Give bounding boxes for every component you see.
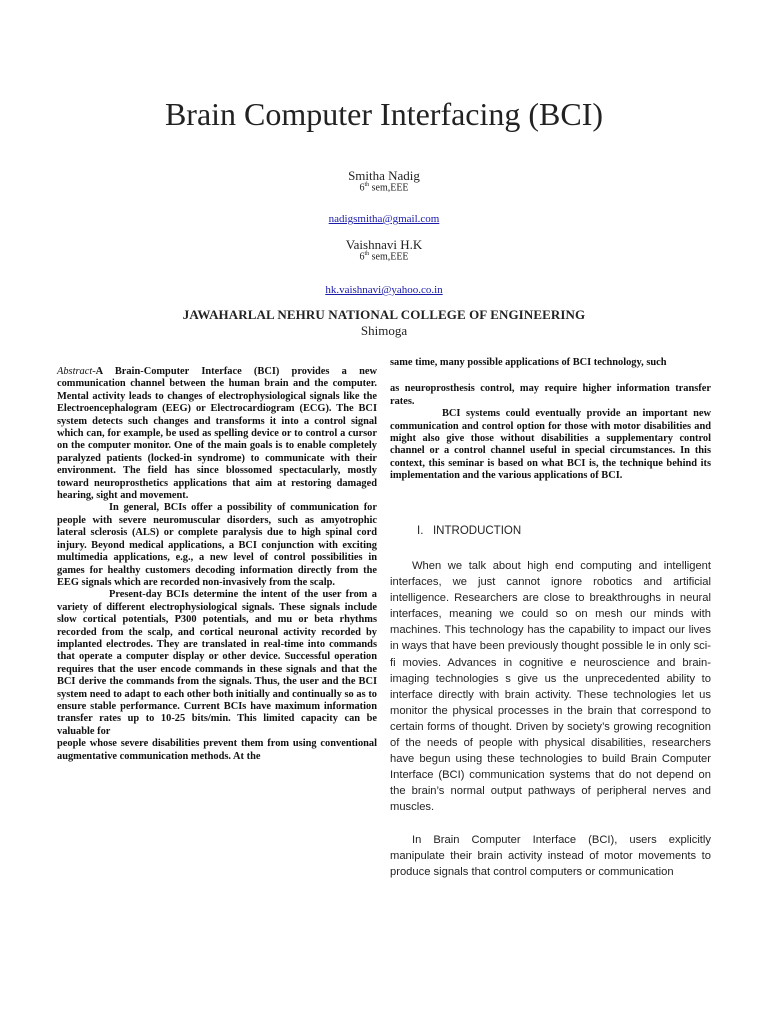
author-1-semester: 6th sem,EEE	[359, 182, 409, 194]
paragraph-same-time: same time, many possible applications of BCI technology, such	[390, 357, 667, 368]
paragraph-intro-2: In Brain Computer Interface (BCI), users explicitly manipulate their brain activity instead of motor movements to produce signals that control computers or communication	[390, 833, 711, 878]
paragraph-general-bci: In general, BCIs offer a possibility of communication for people with severe neuromuscular disorders, such as amyotrophic lateral sclerosis (ALS) or complete paralysis due to high spinal cord injury. Beyond medical applications, a BCI conjunction with exciting multimedia applications, e.g., a new level of control possibilities in games for healthy customers decoding information directly from the EEG signals which are recorded non-invasively from the scalp.	[57, 502, 377, 588]
paragraph-bci-systems: BCI systems could eventually provide an important new communication and control option for those with motor disabilities and might also give those without disabilities a supplementary control channel or a control channel useful in special circumstances. In this context, this seminar is based on what BCI is, the technique behind its implementation and the various applications of BCI.	[390, 408, 711, 482]
author-1-name: Smitha Nadig	[348, 168, 420, 183]
right-column-intro	[390, 558, 711, 880]
paragraph-present-day: Present-day BCIs determine the intent of the user from a variety of different electrophysiological signals. These signals include slow cortical potentials, P300 potentials, and mu or beta rhythms recorded from the scalp, and cortical neuronal activity recorded by implanted electrodes. They are translated in real-time into commands that operate a computer display or other device. Successful operation requires that the user encode commands in these signals and that the BCI derive the commands from the signals. Thus, the user and the BCI system need to adapt to each other both initially and continually so as to ensure stable performance. Current BCIs have maximum information transfer rates up to 10-25 bits/min. This limited capacity can be valuable for	[57, 589, 377, 737]
paper-title: Brain Computer Interfacing (BCI)	[164, 96, 604, 132]
college-city: Shimoga	[360, 323, 408, 338]
author-2-email-link[interactable]: hk.vaishnavi@yahoo.co.in	[325, 284, 443, 296]
abstract-paragraph	[57, 366, 377, 502]
author-2-email-row	[0, 280, 768, 298]
college-name: JAWAHARLAL NEHRU NATIONAL COLLEGE OF ENGINEERING	[182, 307, 586, 322]
paragraph-neuroprosthesis: as neuroprosthesis control, may require higher information transfer rates.	[390, 383, 711, 407]
author-1-email-link[interactable]: nadigsmitha@gmail.com	[328, 213, 440, 225]
author-1-email-row	[0, 209, 768, 227]
paragraph-intro-1: When we talk about high end computing and intelligent interfaces, we just cannot ignore robotics and artificial intelligence. Researchers are close to breakthroughs in neural interfaces, meaning we could so on mesh our minds with machines. This technology has the capability to impact our lives in ways that have been previously thought possible le in only sci-fi movies. Advances in cognitive e neuroscience and brain-imaging technologies s give us the unprecedented ability to interface directly with brain activity. These technologies let us monitor the physical processes in the brain that correspond to certain forms of thought. Driven by society’s growing recognition of the needs of people with physical disabilities, researchers have begun using these technologies to build Brain Computer Interface (BCI) communication systems that do not depend on the brain’s normal output pathways of peripheral nerves and muscles.	[390, 560, 711, 814]
abstract-label: Abstract-	[57, 366, 96, 377]
author-2-name: Vaishnavi H.K	[345, 237, 423, 252]
paragraph-people-disabilities: people whose severe disabilities prevent them from using conventional augmentative communication methods. At the	[57, 738, 377, 762]
left-column	[57, 366, 377, 763]
right-column-top	[390, 357, 711, 483]
section-heading-introduction: I. INTRODUCTION	[417, 525, 522, 537]
author-2-semester: 6th sem,EEE	[359, 251, 409, 263]
abstract-text: A Brain-Computer Interface (BCI) provides a new communication channel between the human brain and the computer. Mental activity leads to changes of electrophysiological signals like the Electroencephalogram (EEG) or Electrocardiogram (ECG). The BCI system detects such changes and transforms it into a control signal which can, for example, be used as spelling device or to control a cursor on the computer monitor. One of the main goals is to enable completely paralyzed patients (locked-in syndrome) to communicate with their environment. The field has since blossomed spectacularly, mostly toward neuroprosthetics applications that aim at restoring damaged hearing, sight and movement.	[57, 366, 377, 502]
